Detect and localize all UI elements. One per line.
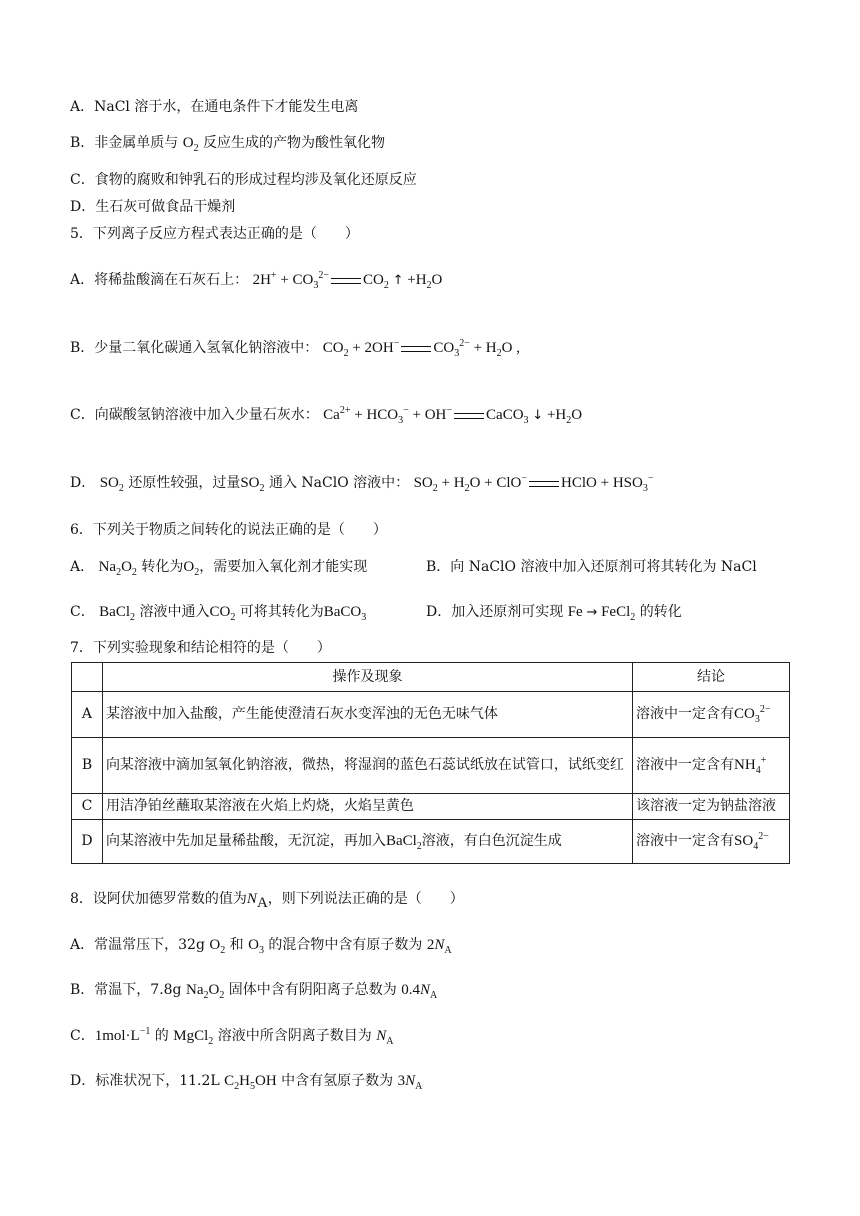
q8-option-c: C．$1mol\cdot L^{-1}$ 的 MgCl$_2$ 溶液中所含阴离子数目为 $N_A$ [70,1026,394,1047]
table-row [72,692,790,738]
option-text: 溶液中所含阴离子数目为 [213,1028,377,1044]
formula: Fe → FeCl$_2$ [567,604,636,623]
q8-option-a: A．常温常压下，32g $O_2$ 和 $O_3$ 的混合物中含有原子数为 $2N_A$ [70,937,452,956]
option-text: 转化为 [136,559,184,575]
q6-option-d [426,602,682,623]
q4-option-a [70,97,358,117]
option-text: 固体中含有阴阳离子总数为 [224,982,402,998]
option-text: 的 [150,1028,174,1044]
option-text: 少量二氧化碳通入氢氧化钠溶液中： [94,340,319,356]
option-text: 溶液中通入 [135,604,210,620]
formula: BaCl$_2$ [99,604,136,623]
option-label: A． [70,559,95,575]
option-text: 可将其转化为 [235,604,324,620]
q6-option-c [70,602,366,622]
option-text: 食物的腐败和钟乳石的形成过程均涉及氧化还原反应 [94,172,417,188]
q5-option-c [70,405,582,426]
formula: N [246,891,257,907]
option-text: 标准状况下，11.2L [95,1073,225,1089]
option-text: NaCl 溶于水，在通电条件下才能发生电离 [94,99,359,115]
option-label: A． [70,99,95,115]
q6-option-a [70,557,367,577]
option-label: A． [70,272,95,288]
table-row [72,820,790,864]
q4-option-d [70,197,235,217]
equation: $CO_2 + 2OH^-$ $CO_3^{2-} + H_2O$ , [322,338,520,359]
formula: $O_2$ [182,135,199,154]
row-conclusion: 溶液中一定含有$NH_4^+$ [633,738,790,794]
formula: $O_2$ [183,559,200,578]
row-operation: 某溶液中加入盐酸，产生能使澄清石灰水变浑浊的无色无味气体 [102,692,632,738]
formula: $CO_2$ [209,604,236,623]
option-label: B． [70,135,95,151]
row-label: B [72,738,103,794]
option-text: 中含有氢原子数为 [276,1073,398,1089]
option-text: ，需要加入氧化剂才能实现 [199,559,368,575]
option-label: A． [70,937,95,953]
option-text: 和 [225,937,249,953]
q5-option-d [70,473,653,493]
option-label: C． [70,172,95,188]
q7-stem: 7．下列实验现象和结论相符的是（ ） [70,640,331,656]
option-text: 常温下，7.8g [94,982,186,998]
option-label: D． [426,604,452,620]
q8-stem: 8．设阿伏加德罗常数的值为$N_A$，则下列说法正确的是（ ） [70,891,464,911]
option-text: 的混合物中含有原子数为 [263,937,427,953]
option-text: 反应生成的产物为酸性氧化物 [198,135,386,151]
table-header-cell: 操作及现象 [102,663,632,692]
option-label: D． [70,475,96,491]
option-label: C． [70,1028,95,1044]
q4-option-c [70,170,417,190]
option-text: 的转化 [635,604,682,620]
option-text: 加入还原剂可实现 [451,604,568,620]
formula: BaCO$_3$ [323,604,367,623]
option-label: D． [70,1073,96,1089]
option-label: B． [426,559,451,575]
option-label: C． [70,604,95,620]
formula: $Na_2O_2$ [98,559,137,578]
table-row [72,794,790,820]
q5-option-b [70,338,520,358]
option-text: 非金属单质与 [94,135,183,151]
row-operation: 用洁净铂丝蘸取某溶液在火焰上灼烧，火焰呈黄色 [102,794,632,820]
row-label: A [72,692,103,738]
row-operation: 向某溶液中滴加氢氧化钠溶液，微热，将湿润的蓝色石蕊试纸放在试管口，试纸变红 [102,738,632,794]
row-conclusion: 该溶液一定为钠盐溶液 [633,794,790,820]
option-label: B． [70,340,95,356]
row-conclusion: 溶液中一定含有$CO_3^{2-}$ [633,692,790,738]
equation: $Ca^{2+} + HCO_3^- + OH^-$ CaCO$_3$ ↓ $+H_2O$ [323,405,583,426]
option-text: 还原性较强，过量 [123,475,241,491]
row-label: D [72,820,103,864]
option-text: 常温常压下，32g [94,937,210,953]
formula: $SO_2$ [99,475,124,494]
experiment-table [71,662,790,864]
option-label: B． [70,982,95,998]
table-header-row [72,663,790,692]
option-label: C． [70,407,95,423]
q6-stem: 6．下列关于物质之间转化的说法正确的是（ ） [70,522,387,538]
option-label: D． [70,199,96,215]
equation: $2H^+ + CO_3^{2-}$ $CO_2$ ↑ $+H_2O$ [252,270,443,291]
table-row [72,738,790,794]
formula: $SO_2$ [240,475,265,494]
q8-option-b: B．常温下，7.8g $Na_2O_2$ 固体中含有阴阳离子总数为 $0.4N_A$ [70,982,438,1001]
option-text: 将稀盐酸滴在石灰石上： [94,272,249,288]
option-text: 生石灰可做食品干燥剂 [95,199,236,215]
option-text: 向 NaClO 溶液中加入还原剂可将其转化为 NaCl [450,559,757,575]
row-conclusion: 溶液中一定含有$SO_4^{2-}$ [633,820,790,864]
equation: $SO_2 + H_2O + ClO^-$ HClO + $HSO_3^-$ [413,473,654,494]
q5-stem: 5．下列离子反应方程式表达正确的是（ ） [70,226,359,242]
table-header-cell [72,663,103,692]
row-label: C [72,794,103,820]
q5-option-a [70,270,442,291]
table-header-cell: 结论 [633,663,790,692]
option-text: 向碳酸氢钠溶液中加入少量石灰水： [94,407,319,423]
q4-option-b [70,133,385,153]
option-text: 通入 NaClO 溶液中： [264,475,410,491]
q8-option-d: D．标准状况下，11.2L $C_2H_5OH$ 中含有氢原子数为 $3N_A$ [70,1073,423,1092]
row-operation: 向某溶液中先加足量稀盐酸，无沉淀，再加入BaCl$_2$溶液，有白色沉淀生成 [102,820,632,864]
q6-option-b [426,557,757,577]
